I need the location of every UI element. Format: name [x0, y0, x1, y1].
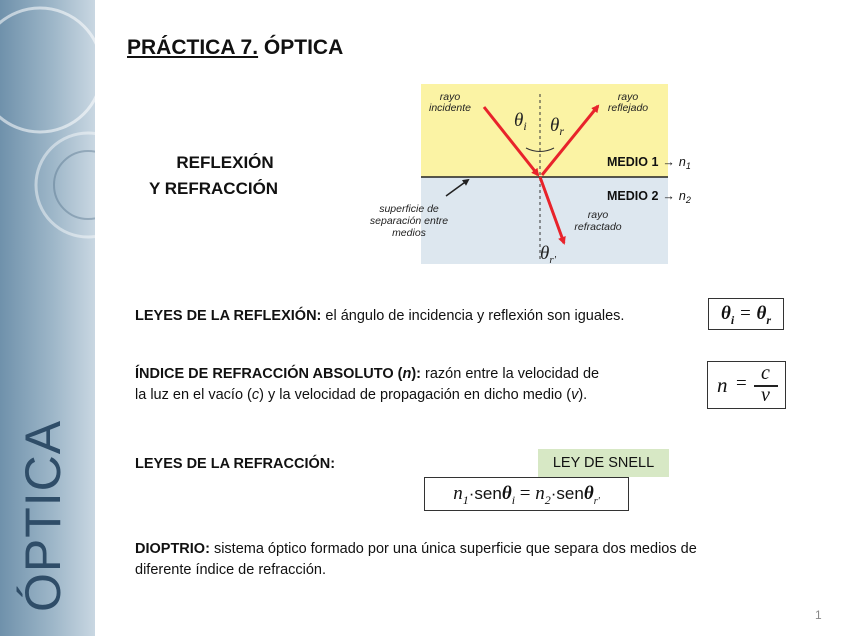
sidebar-title: ÓPTICA: [15, 419, 71, 612]
formula-v: v: [761, 384, 770, 406]
reflection-law: [135, 306, 624, 327]
theta-r-label: $\theta_r$: [550, 115, 565, 138]
reflected-label-2: reflejado: [607, 102, 649, 114]
incident-label-2: incidente: [428, 102, 472, 114]
subtitle-line-1: REFLEXIÓN: [176, 153, 274, 172]
index-line-2: la luz en el vacío (c) y la velocidad de propagación en dicho medio (v).: [135, 387, 588, 403]
index-line-1: ÍNDICE DE REFRACCIÓN ABSOLUTO (n): razón entre la velocidad de: [135, 366, 600, 382]
title-suffix: ÓPTICA: [263, 36, 344, 59]
refraction-heading: LEYES DE LA REFRACCIÓN:: [135, 456, 336, 472]
subtitle-line-2: Y REFRACCIÓN: [149, 179, 279, 198]
reflection-formula-box: $\theta_i = \theta_r$: [708, 298, 784, 330]
dioptrio-line-2: diferente índice de refracción.: [135, 562, 327, 578]
refracted-label-1: rayo: [587, 209, 609, 221]
surface-label-2: separación entre: [369, 215, 449, 227]
formula-c: c: [761, 362, 770, 384]
reflected-label-1: rayo: [617, 91, 639, 103]
theta-i-label: $\theta_i$: [514, 110, 527, 133]
index-definition: [135, 364, 599, 406]
sidebar: [0, 0, 95, 636]
reflection-text: el ángulo de incidencia y reflexión son iguales.: [321, 308, 625, 324]
title-prefix: PRÁCTICA 7.: [127, 36, 259, 59]
incident-label-1: rayo: [439, 91, 461, 103]
formula-eq: =: [736, 373, 747, 394]
reflection-heading: LEYES DE LA REFLEXIÓN:: [135, 308, 322, 324]
medium-1-label: MEDIO $1 \to n_1$: [607, 155, 691, 171]
surface-label-1: superficie de: [379, 203, 439, 215]
surface-label-3: medios: [392, 227, 426, 239]
medium-2-label: MEDIO $2 \to n_2$: [607, 189, 691, 205]
section-subtitle: [149, 150, 279, 202]
index-formula-box: [707, 361, 786, 409]
page-number: 1: [815, 608, 822, 622]
page-title: [127, 36, 343, 60]
dioptrio-line-1: DIOPTRIO: sistema óptico formado por una única superficie que separa dos medios de: [135, 541, 697, 557]
refracted-label-2: refractado: [574, 221, 622, 233]
reflection-refraction-diagram: [360, 84, 720, 269]
theta-r-prime-label: $\theta_{r'}$: [540, 243, 556, 266]
snell-formula-box: $n_1\cdot sen\theta_i = n_2\cdot sen\theta_{r'}$: [424, 477, 629, 511]
dioptrio-definition: [135, 539, 697, 581]
formula-n: n: [717, 373, 728, 397]
snell-badge: LEY DE SNELL: [538, 449, 669, 477]
